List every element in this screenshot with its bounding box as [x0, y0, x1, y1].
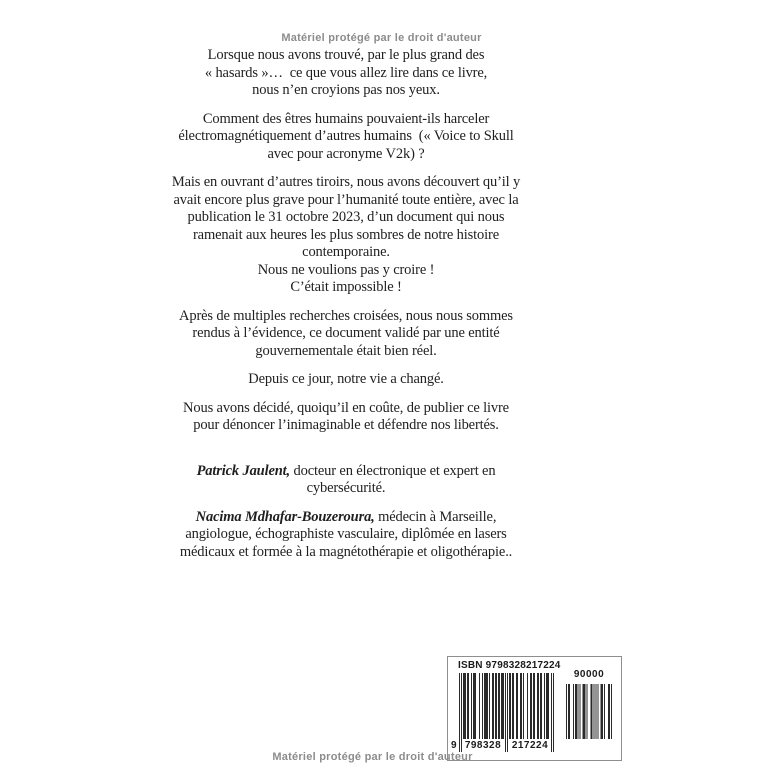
author-line [106, 463, 586, 481]
author-description: médecin à Marseille, [374, 508, 497, 525]
text-line: Nous avons décidé, quoiqu’il en coûte, de publier ce livre [183, 399, 509, 416]
text-line: publication le 31 octobre 2023, d’un document qui nous [187, 209, 505, 225]
text-line: avec pour acronyme V2k) ? [267, 145, 425, 162]
ean-left-group: 798328 [464, 740, 502, 751]
paragraph [106, 308, 586, 361]
text-line: gouvernementale était bien réel. [255, 342, 437, 359]
text-line: angiologue, échographiste vasculaire, diplômée en lasers [185, 526, 507, 542]
paragraph [106, 509, 586, 562]
text-line: pour dénoncer l’inimaginable et défendre nos libertés. [193, 417, 499, 433]
addon-price-label: 90000 [573, 669, 605, 680]
author-name: Patrick Jaulent, [196, 462, 291, 479]
text-line: « hasards »… ce que vous allez lire dans ce livre, [204, 64, 488, 81]
text-line: électromagnétiquement d’autres humains (« Voice to Skull [178, 128, 514, 144]
text-line: Nous ne voulions pas y croire ! [257, 261, 435, 278]
ean5-addon-barcode [566, 684, 612, 739]
text-line: Mais en ouvrant d’autres tiroirs, nous avons découvert qu’il y [171, 174, 521, 190]
text-line: rendus à l’évidence, ce document validé par une entité [192, 325, 500, 341]
text-line: cybersécurité. [306, 480, 386, 496]
paragraph [106, 47, 586, 100]
author-line [106, 509, 586, 527]
text-line: Lorsque nous avons trouvé, par le plus grand des [207, 47, 485, 63]
back-cover-text [106, 47, 586, 572]
text-line: ramenait aux heures les plus sombres de notre histoire [193, 226, 499, 243]
text-line: nous n’en croyions pas nos yeux. [252, 82, 440, 98]
paragraph [106, 463, 586, 498]
text-line: Après de multiples recherches croisées, nous nous sommes [179, 307, 513, 324]
ean-right-group: 217224 [511, 740, 549, 751]
paragraph [106, 371, 586, 389]
copyright-notice-top: Matériel protégé par le droit d'auteur [281, 32, 482, 44]
author-description: docteur en électronique et expert en [290, 462, 496, 479]
paragraph [106, 400, 586, 435]
text-line: avait encore plus grave pour l’humanité toute entière, avec la [173, 191, 519, 208]
barcode-box [447, 656, 622, 761]
paragraph [106, 111, 586, 164]
author-name: Nacima Mdhafar-Bouzeroura, [195, 508, 375, 525]
text-line: contemporaine. [302, 244, 390, 260]
text-line: médicaux et formée à la magnétothérapie et oligothérapie.. [179, 543, 513, 560]
copyright-notice-bottom: Matériel protégé par le droit d'auteur [272, 751, 473, 763]
paragraph [106, 174, 586, 297]
text-line: Comment des êtres humains pouvaient-ils harceler [202, 110, 490, 127]
isbn-label: ISBN 9798328217224 [458, 660, 561, 671]
ean-first-digit: 9 [451, 740, 457, 751]
text-line: Depuis ce jour, notre vie a changé. [248, 371, 444, 387]
text-line: C’était impossible ! [290, 279, 402, 295]
